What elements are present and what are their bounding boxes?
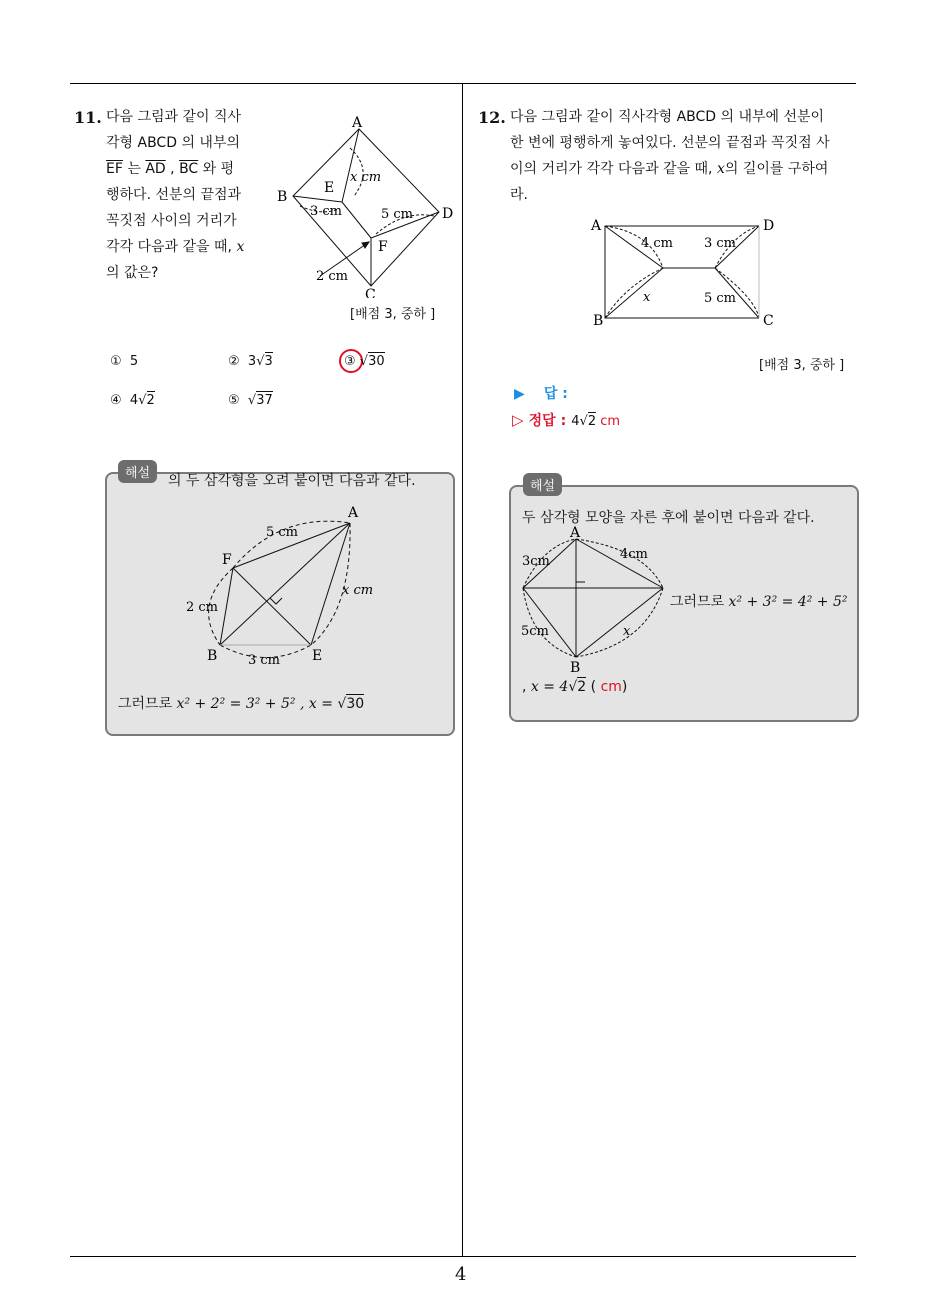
segment-ef: $\overline{EF}$	[106, 161, 123, 177]
q12-label-5cm: 5 cm	[704, 291, 737, 306]
q12-line1: 다음 그림과 같이 직사각형 ABCD 의 내부에 선분이	[510, 109, 825, 125]
q11-line5: 꼭짓점 사이의 거리가	[106, 213, 237, 229]
q12-sol-label-5cm: 5cm	[521, 624, 549, 639]
q11-solution-figure	[180, 500, 380, 675]
q12-label-d: D	[763, 218, 775, 234]
bottom-rule	[70, 1256, 856, 1257]
q12-label-4cm: 4 cm	[641, 236, 674, 251]
q12-correct-row	[512, 410, 620, 430]
q11-line7: 의 값은?	[106, 265, 159, 281]
q11-label-3cm: 3 cm	[310, 204, 343, 219]
q12-figure	[585, 212, 785, 332]
q12-sol-label-x: x	[623, 624, 631, 639]
q11-line1: 다음 그림과 같이 직사	[106, 109, 242, 125]
q11-label-b: B	[277, 189, 288, 205]
q11-sol-label-5cm: 5 cm	[266, 525, 299, 540]
correct-value: 4√2 cm	[571, 414, 621, 429]
q11-number: 11.	[74, 108, 102, 127]
q11-sol-label-a: A	[348, 505, 359, 521]
segment-bc: $\overline{BC}$	[179, 161, 199, 177]
q11-line3: $\overline{EF}$ 는 $\overline{AD}$ , $\overline{BC}$ 와 평	[106, 161, 235, 177]
q12-sol-label-b: B	[570, 660, 581, 675]
q11-label-xcm: x cm	[350, 170, 382, 185]
play-arrow-icon: ▶	[514, 386, 525, 402]
q12-label-b: B	[593, 313, 604, 329]
q11-level: [배점 3, 중하 ]	[350, 307, 436, 322]
column-divider	[462, 83, 463, 1257]
q12-line4: 라.	[510, 187, 528, 203]
q11-choice-2[interactable]: ② 3√3	[228, 354, 273, 369]
q12-number: 12.	[478, 108, 506, 127]
q12-sol-label-a: A	[570, 525, 581, 541]
q11-label-c: C	[365, 287, 376, 298]
q11-choice-1[interactable]: ① 5	[110, 354, 139, 369]
answer-label: 답 :	[543, 386, 568, 402]
q12-label-x: x	[643, 290, 651, 305]
q11-label-a: A	[352, 115, 363, 131]
q12-text	[510, 104, 865, 208]
q11-sol-label-f: F	[222, 552, 232, 568]
q11-solution-badge: 해설	[118, 460, 157, 483]
q12-label-a: A	[591, 218, 602, 234]
q11-solution-text: 의 두 삼각형을 오려 붙이면 다음과 같다.	[168, 473, 416, 489]
q12-sol-label-3cm: 3cm	[522, 554, 550, 569]
q11-sol-label-b: B	[207, 648, 218, 664]
q12-solution-figure	[513, 525, 673, 675]
q11-sol-label-3cm: 3 cm	[248, 653, 281, 668]
q11-sol-label-xcm: x cm	[342, 583, 374, 598]
q11-line4: 행하다. 선분의 끝점과	[106, 187, 242, 203]
q11-choice-4[interactable]: ④ 4√2	[110, 393, 155, 408]
outline-arrow-icon: ▷	[512, 411, 524, 429]
q11-sol-label-e: E	[312, 648, 323, 664]
q11-label-2cm: 2 cm	[316, 269, 349, 284]
q12-solution-text: 두 삼각형 모양을 자른 후에 붙이면 다음과 같다.	[522, 510, 815, 526]
q12-answer-row	[514, 383, 568, 403]
q12-solution-equation: 그러므로 x² + 3² = 4² + 5²	[670, 594, 848, 610]
q11-line6: 각각 다음과 같을 때, x	[106, 239, 245, 255]
q12-solution-result: , x = 4√2 ( cm)	[522, 679, 628, 695]
q12-label-c: C	[763, 313, 774, 329]
page-number: 4	[455, 1264, 467, 1285]
q12-level: [배점 3, 중하 ]	[759, 358, 845, 373]
q12-sol-label-4cm: 4cm	[620, 547, 648, 562]
q12-label-3cm: 3 cm	[704, 236, 737, 251]
q11-text	[106, 104, 276, 286]
q11-choice-5[interactable]: ⑤ √37	[228, 393, 273, 408]
q12-line3: 이의 거리가 각각 다음과 같을 때, x의 길이를 구하여	[510, 161, 829, 177]
top-rule	[70, 83, 856, 84]
q12-line2: 한 변에 평행하게 놓여있다. 선분의 끝점과 꼭짓점 사	[510, 135, 830, 151]
q11-label-d: D	[442, 206, 454, 222]
q11-solution-equation: 그러므로 x² + 2² = 3² + 5² , x = √30	[118, 696, 365, 712]
q11-figure	[270, 108, 460, 298]
q11-line2: 각형 ABCD 의 내부의	[106, 135, 240, 151]
segment-ad: $\overline{AD}$	[145, 161, 166, 177]
q11-sol-label-2cm: 2 cm	[186, 600, 219, 615]
q11-label-f: F	[378, 239, 388, 255]
q11-label-5cm: 5 cm	[381, 207, 414, 222]
q12-solution-badge: 해설	[523, 473, 562, 496]
correct-label: 정답 :	[528, 413, 567, 429]
q11-choice-3[interactable]: ③ √30	[344, 354, 385, 369]
q11-label-e: E	[324, 180, 335, 196]
